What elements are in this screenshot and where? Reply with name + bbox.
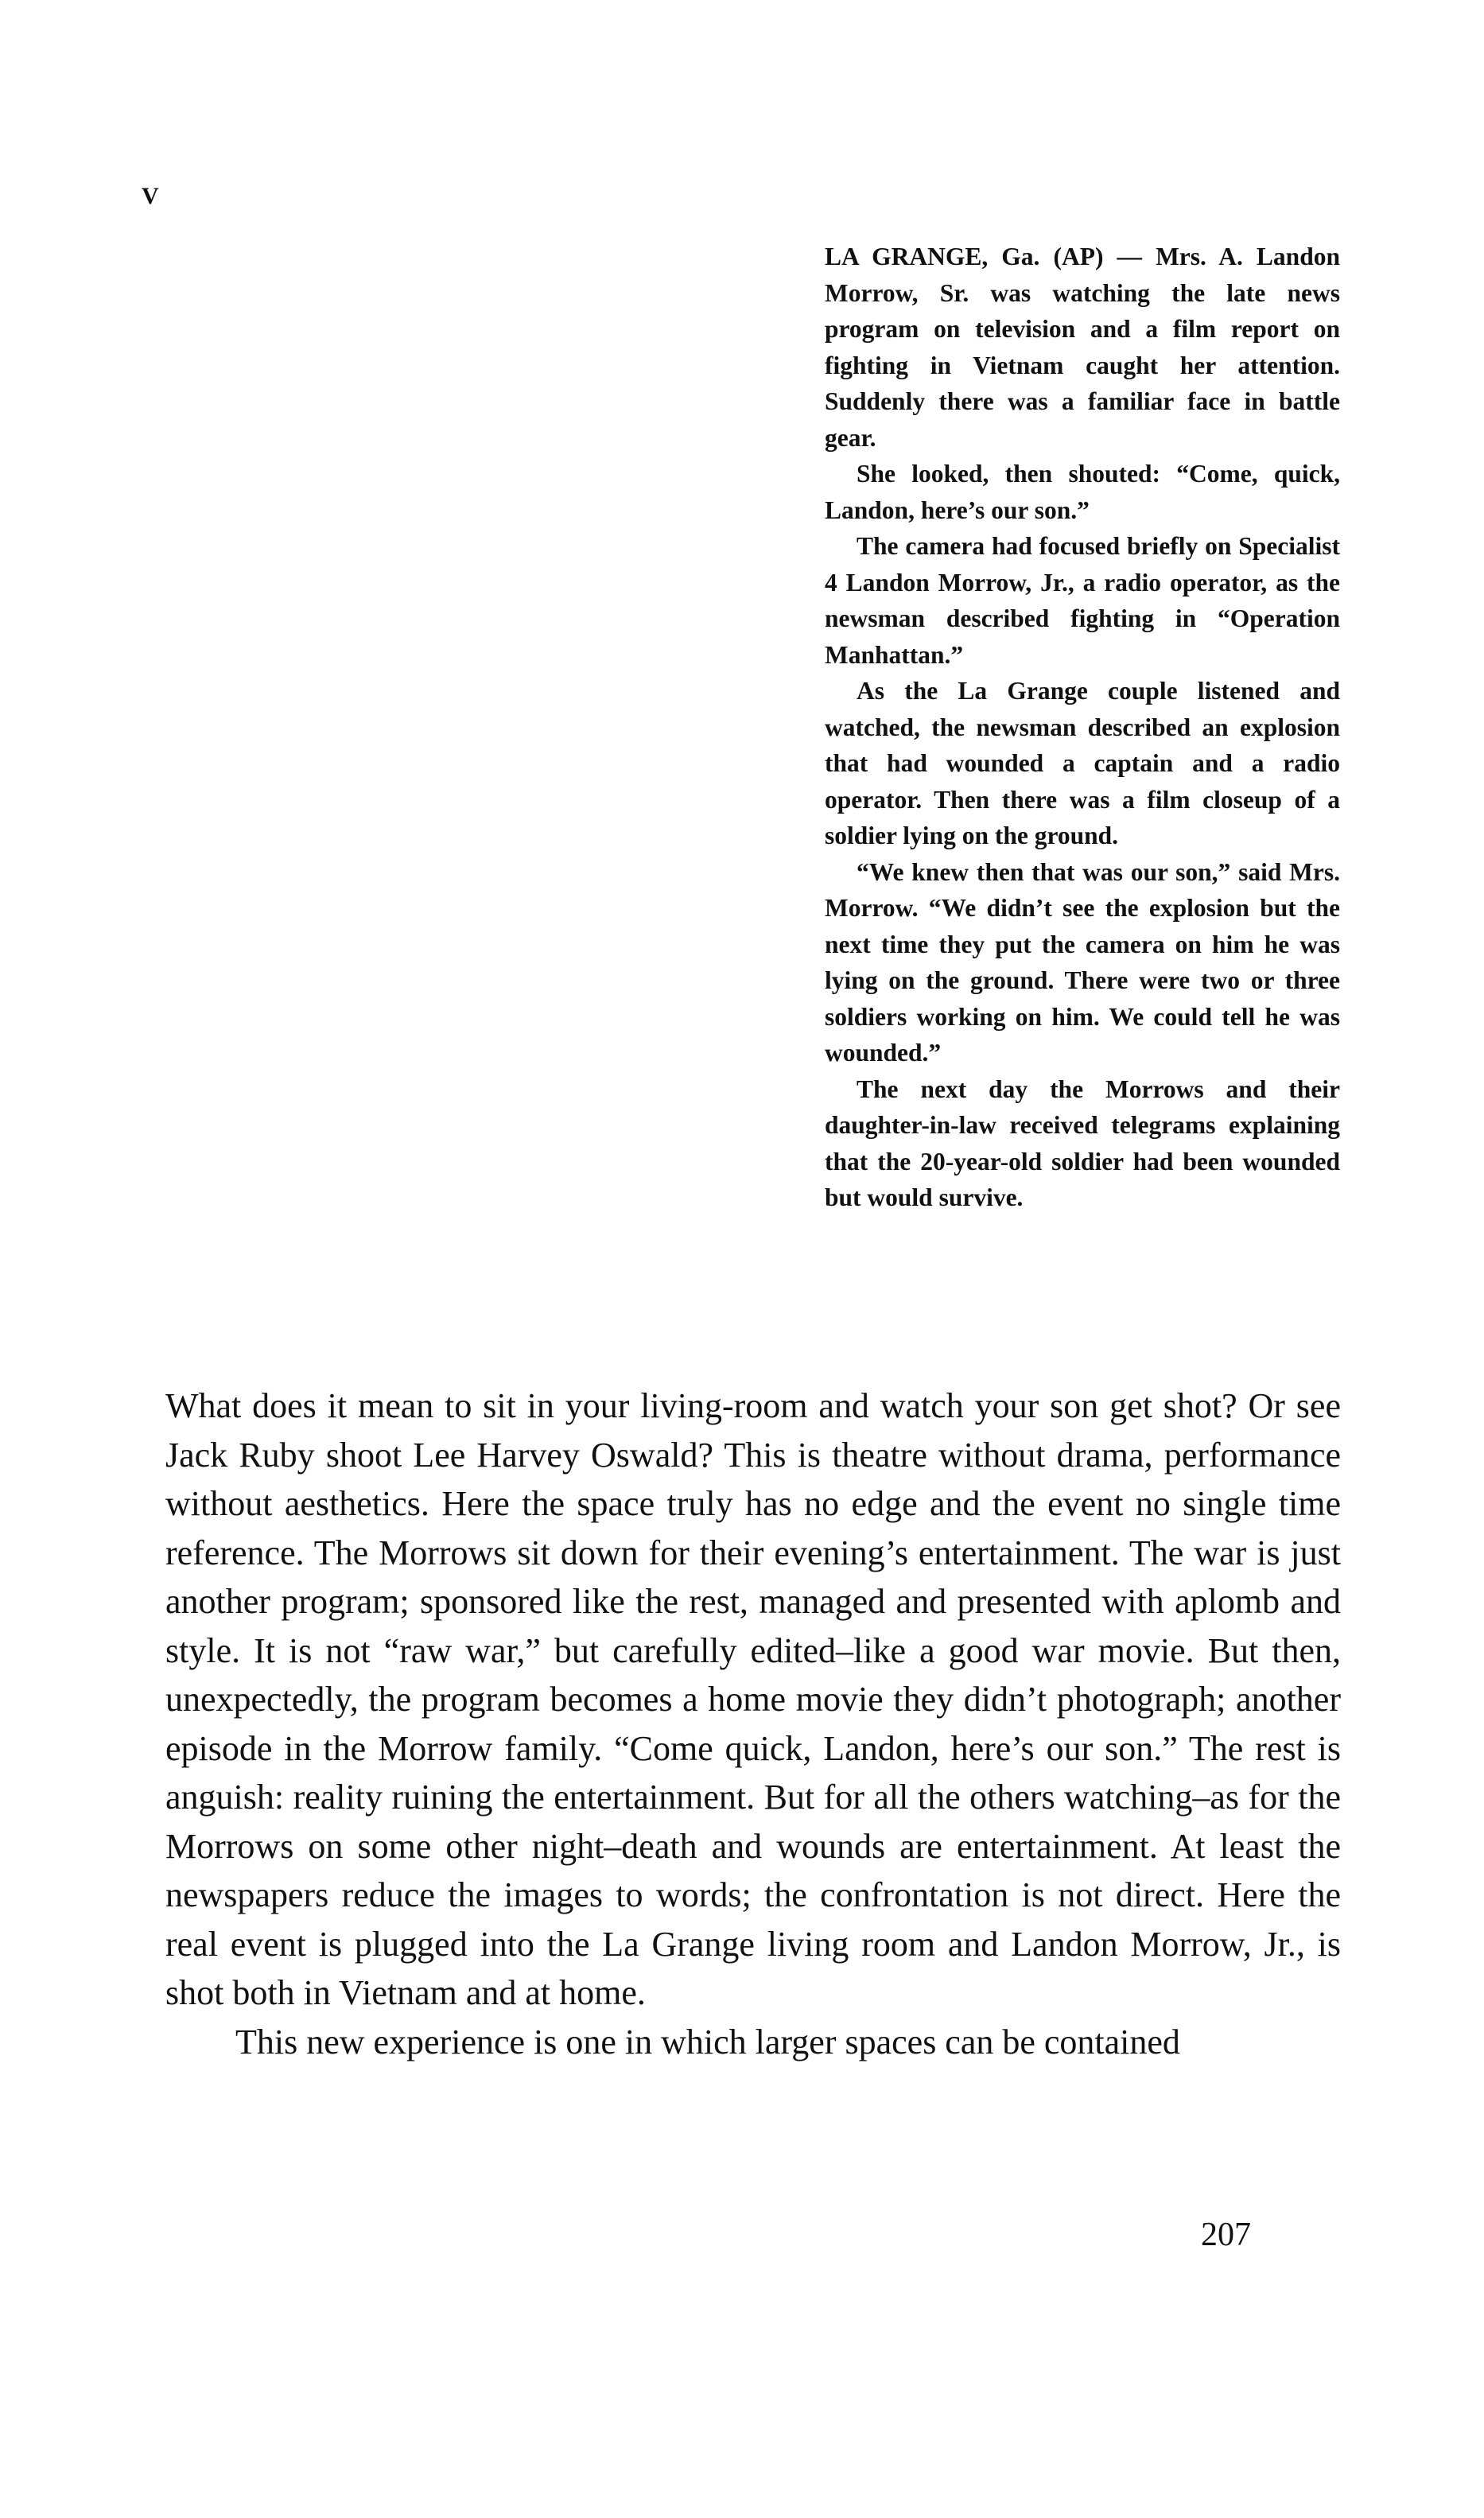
clipping-paragraph: She looked, then shouted: “Come, quick, Landon, here’s our son.” xyxy=(825,460,1340,524)
clipping-paragraph: “We knew then that was our son,” said Mrs. Morrow. “We didn’t see the explosion but the next time they put the camera on him he was lying on the ground. There were two or three soldiers working on him. We could tell he was wounded.” xyxy=(825,857,1340,1067)
page-number: 207 xyxy=(1201,2217,1251,2253)
clipping-paragraph: As the La Grange couple listened and watched, the newsman described an explosion that had wounded a captain and a radio operator. Then there was a film closeup of a soldier lying on the ground. xyxy=(825,677,1340,849)
section-mark: V xyxy=(142,183,159,209)
clipping-paragraph: LA GRANGE, Ga. (AP) — Mrs. A. Landon Morrow, Sr. was watching the late news program on television and a film report on fighting in Vietnam caught her attention. Suddenly there was a familiar face in battle gear. xyxy=(825,243,1340,452)
clipping-paragraph: The camera had focused briefly on Specialist 4 Landon Morrow, Jr., a radio operator, as the newsman described fighting in “Operation Manhattan.” xyxy=(825,532,1340,669)
clipping-paragraph: The next day the Morrows and their daughter-in-law received telegrams explaining that the 20-year-old soldier had been wounded but would survive. xyxy=(825,1074,1340,1211)
body-text xyxy=(165,1381,1341,2066)
news-clipping xyxy=(825,239,1340,1216)
body-paragraph: This new experience is one in which larger spaces can be contained xyxy=(235,2022,1180,2061)
body-paragraph: What does it mean to sit in your living-room and watch your son get shot? Or see Jack Ruby shoot Lee Harvey Oswald? This is theatre without drama, performance without aesthetics. Here the space truly has no edge and the event no single time reference. The Morrows sit down for their evening’s entertainment. The war is just another program; sponsored like the rest, managed and presented with aplomb and style. It is not “raw war,” but carefully edited–like a good war movie. But then, unexpectedly, the program becomes a home movie they didn’t photograph; another episode in the Morrow family. “Come quick, Landon, here’s our son.” The rest is anguish: reality ruining the entertainment. But for all the others watching–as for the Morrows on some other night–death and wounds are entertainment. At least the newspapers reduce the images to words; the confrontation is not direct. Here the real event is plugged into the La Grange living room and Landon Morrow, Jr., is shot both in Vietnam and at home. xyxy=(165,1386,1341,2012)
